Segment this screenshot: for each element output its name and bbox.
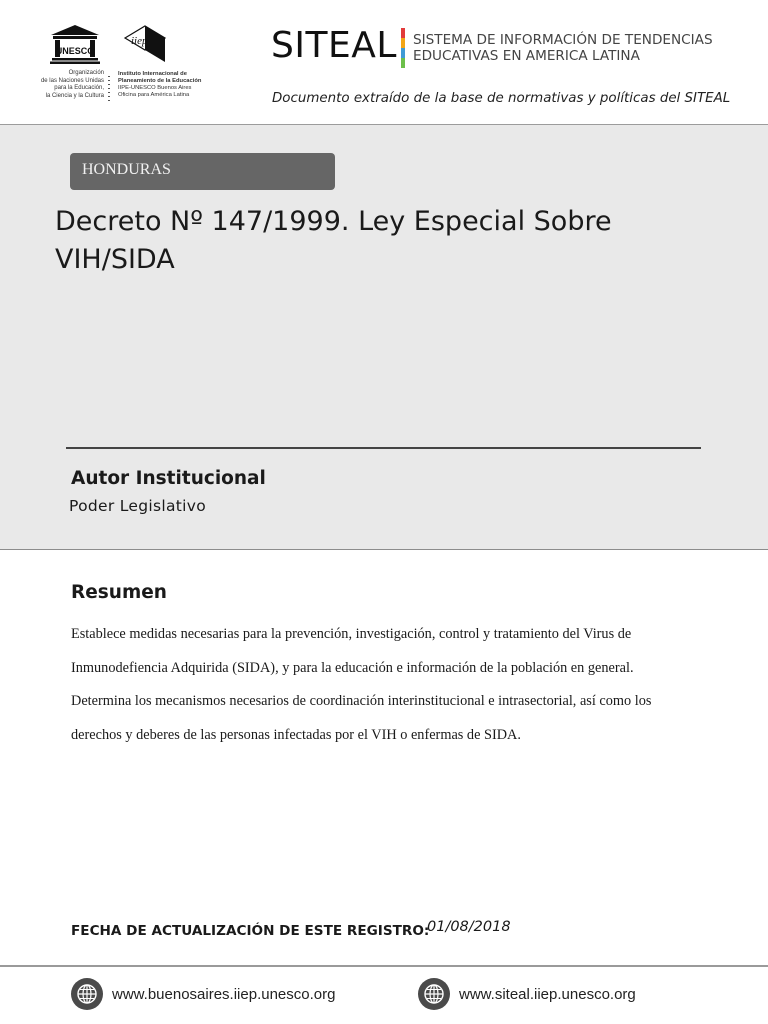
- footer-link-url: www.buenosaires.iiep.unesco.org: [112, 985, 336, 1003]
- siteal-tagline-line: EDUCATIVAS EN AMERICA LATINA: [413, 48, 640, 64]
- page-header: [0, 0, 768, 124]
- footer-link-buenosaires[interactable]: [71, 978, 335, 1010]
- logo-separator: [108, 76, 110, 104]
- iiep-caption-line: IIPE-UNESCO Buenos Aires: [118, 85, 192, 91]
- footer-divider: [0, 965, 768, 967]
- summary-line: derechos y deberes de las personas infectadas por el VIH o enfermas de SIDA.: [71, 727, 521, 744]
- globe-icon: [418, 978, 450, 1010]
- iiep-logo-text: iiep: [131, 35, 148, 47]
- unesco-caption-line: la Ciencia y la Cultura: [45, 92, 104, 99]
- globe-icon: [71, 978, 103, 1010]
- summary-line: Inmunodefiencia Adquirida (SIDA), y para la educación e información de la población en general.: [71, 659, 634, 676]
- iiep-logo: [123, 24, 167, 64]
- unesco-caption: [20, 70, 104, 100]
- iiep-caption: [118, 71, 228, 99]
- siteal-bar-segment: [401, 38, 405, 48]
- summary-body: [71, 618, 711, 753]
- footer-link-siteal[interactable]: [418, 978, 636, 1010]
- siteal-tagline: [413, 32, 713, 64]
- siteal-bar-segment: [401, 28, 405, 38]
- unesco-caption-line: de las Naciones Unidas: [40, 77, 104, 84]
- iiep-caption-line: Planeamiento de la Educación: [118, 78, 202, 84]
- footer-link-url: www.siteal.iiep.unesco.org: [459, 985, 636, 1003]
- summary-line: Establece medidas necesarias para la prevención, investigación, control y tratamiento del Virus de: [71, 626, 632, 642]
- siteal-bar-segment: [401, 48, 405, 58]
- author-value: Poder Legislativo: [69, 497, 207, 515]
- summary-line: Determina los mecanismos necesarios de coordinación interinstitucional e intrasectorial, así como los: [71, 693, 652, 710]
- iiep-caption-line: Oficina para América Latina: [118, 92, 190, 98]
- siteal-tagline-line: SISTEMA DE INFORMACIÓN DE TENDENCIAS: [413, 32, 713, 48]
- summary-heading: Resumen: [71, 582, 167, 603]
- unesco-caption-line: para la Educación,: [54, 85, 104, 92]
- extract-note: Documento extraído de la base de normativas y políticas del SITEAL: [272, 91, 731, 106]
- siteal-color-bar: [401, 28, 405, 68]
- document-info-band: [0, 124, 768, 550]
- divider: [66, 447, 701, 449]
- document-title: Decreto Nº 147/1999. Ley Especial Sobre VIH/SIDA: [55, 206, 612, 275]
- siteal-bar-segment: [401, 58, 405, 68]
- unesco-logo-text: UNESCO: [55, 46, 95, 56]
- country-badge: HONDURAS: [70, 153, 335, 190]
- siteal-wordmark: SITEAL: [271, 25, 397, 66]
- unesco-caption-line: Organización: [68, 70, 104, 76]
- iiep-caption-line: Instituto Internacional de: [118, 71, 187, 77]
- unesco-temple-logo: [50, 24, 100, 64]
- update-date-value: 01/08/2018: [427, 919, 511, 935]
- author-heading: Autor Institucional: [71, 468, 266, 489]
- update-date-label: FECHA DE ACTUALIZACIÓN DE ESTE REGISTRO:: [71, 923, 430, 939]
